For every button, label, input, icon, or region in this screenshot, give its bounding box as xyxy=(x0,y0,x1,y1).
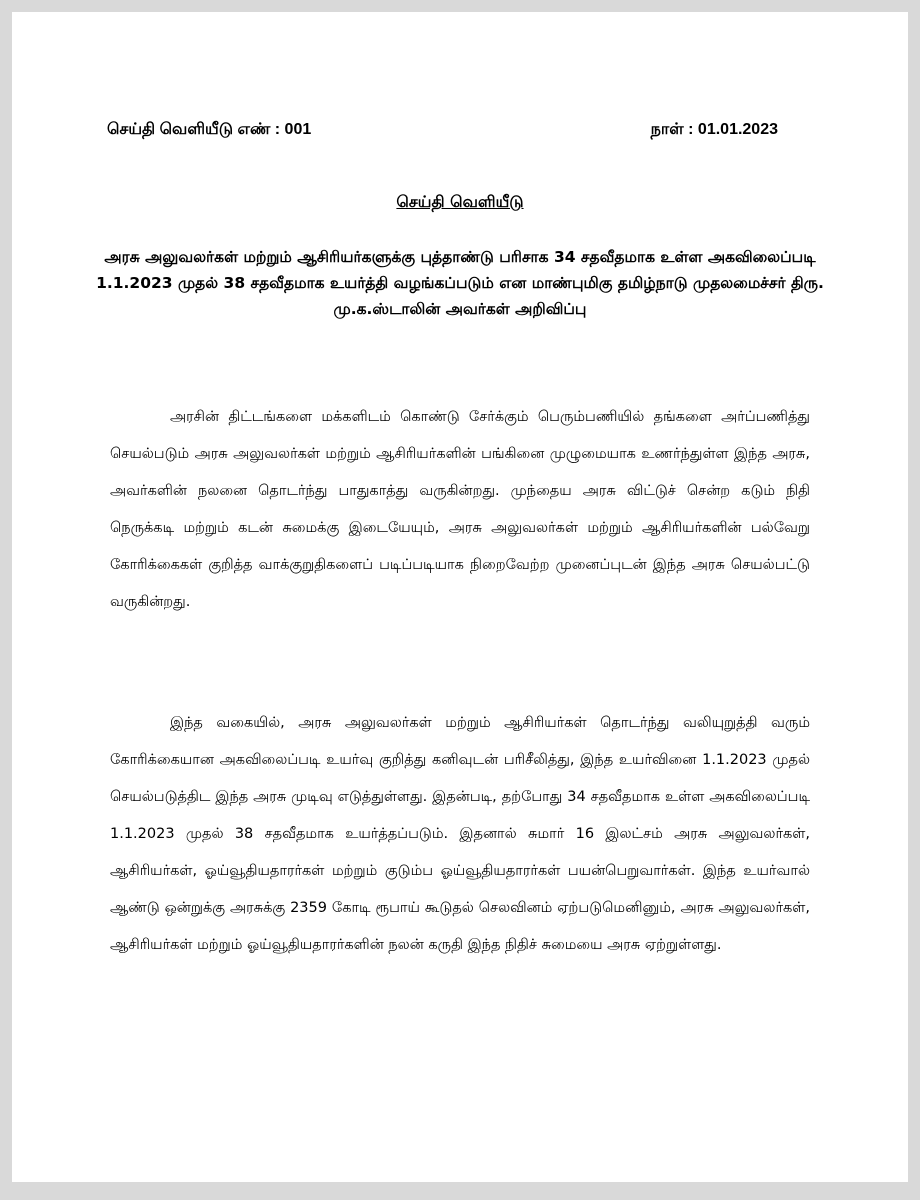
headline: அரசு அலுவலர்கள் மற்றும் ஆசிரியர்களுக்கு புத்தாண்டு பரிசாக 34 சதவீதமாக உள்ள அகவிலைப்படி 1.1.2023 முதல் 38 சதவீதமாக உயர்த்தி வழங்கப்படும் என மாண்புமிகு தமிழ்நாடு முதலமைச்சர் திரு. மு.க.ஸ்டாலின் அவர்கள் அறிவிப்பு xyxy=(96,248,824,318)
release-date: நாள் : 01.01.2023 xyxy=(650,121,778,138)
paragraph-1: அரசின் திட்டங்களை மக்களிடம் கொண்டு சேர்க்கும் பெரும்பணியில் தங்களை அர்ப்பணித்து செயல்படும் அரசு அலுவலர்கள் மற்றும் ஆசிரியர்களின் பங்கினை முழுமையாக உணர்ந்துள்ள இந்த அரசு, அவர்களின் நலனை தொடர்ந்து பாதுகாத்து வருகின்றது. முந்தைய அரசு விட்டுச் சென்ற கடும் நிதி நெருக்கடி மற்றும் கடன் சுமைக்கு இடையேயும், அரசு அலுவலர்கள் மற்றும் ஆசிரியர்களின் பல்வேறு கோரிக்கைகள் குறித்த வாக்குறுதிகளைப் படிப்படியாக நிறைவேற்ற முனைப்புடன் இந்த அரசு செயல்பட்டு வருகின்றது. xyxy=(110,408,810,610)
document-title: செய்தி வெளியீடு xyxy=(396,192,524,211)
release-number: செய்தி வெளியீடு எண் : 001 xyxy=(107,121,312,138)
paragraph-2: இந்த வகையில், அரசு அலுவலர்கள் மற்றும் ஆசிரியர்கள் தொடர்ந்து வலியுறுத்தி வரும் கோரிக்கையான அகவிலைப்படி உயர்வு குறித்து கனிவுடன் பரிசீலித்து, இந்த உயர்வினை 1.1.2023 முதல் செயல்படுத்திட இந்த அரசு முடிவு எடுத்துள்ளது. இதன்படி, தற்போது 34 சதவீதமாக உள்ள அகவிலைப்படி 1.1.2023 முதல் 38 சதவீதமாக உயர்த்தப்படும். இதனால் சுமார் 16 இலட்சம் அரசு அலுவலர்கள், ஆசிரியர்கள், ஓய்வூதியதாரர்கள் மற்றும் குடும்ப ஓய்வூதியதாரர்கள் பயன்பெறுவார்கள். இந்த உயர்வால் ஆண்டு ஒன்றுக்கு அரசுக்கு 2359 கோடி ரூபாய் கூடுதல் செலவினம் ஏற்படுமெனினும், அரசு அலுவலர்கள், ஆசிரியர்கள் மற்றும் ஓய்வூதியதாரர்களின் நலன் கருதி இந்த நிதிச் சுமையை அரசு ஏற்றுள்ளது. xyxy=(110,714,810,953)
document-page xyxy=(12,12,908,1182)
document-header xyxy=(107,120,778,140)
